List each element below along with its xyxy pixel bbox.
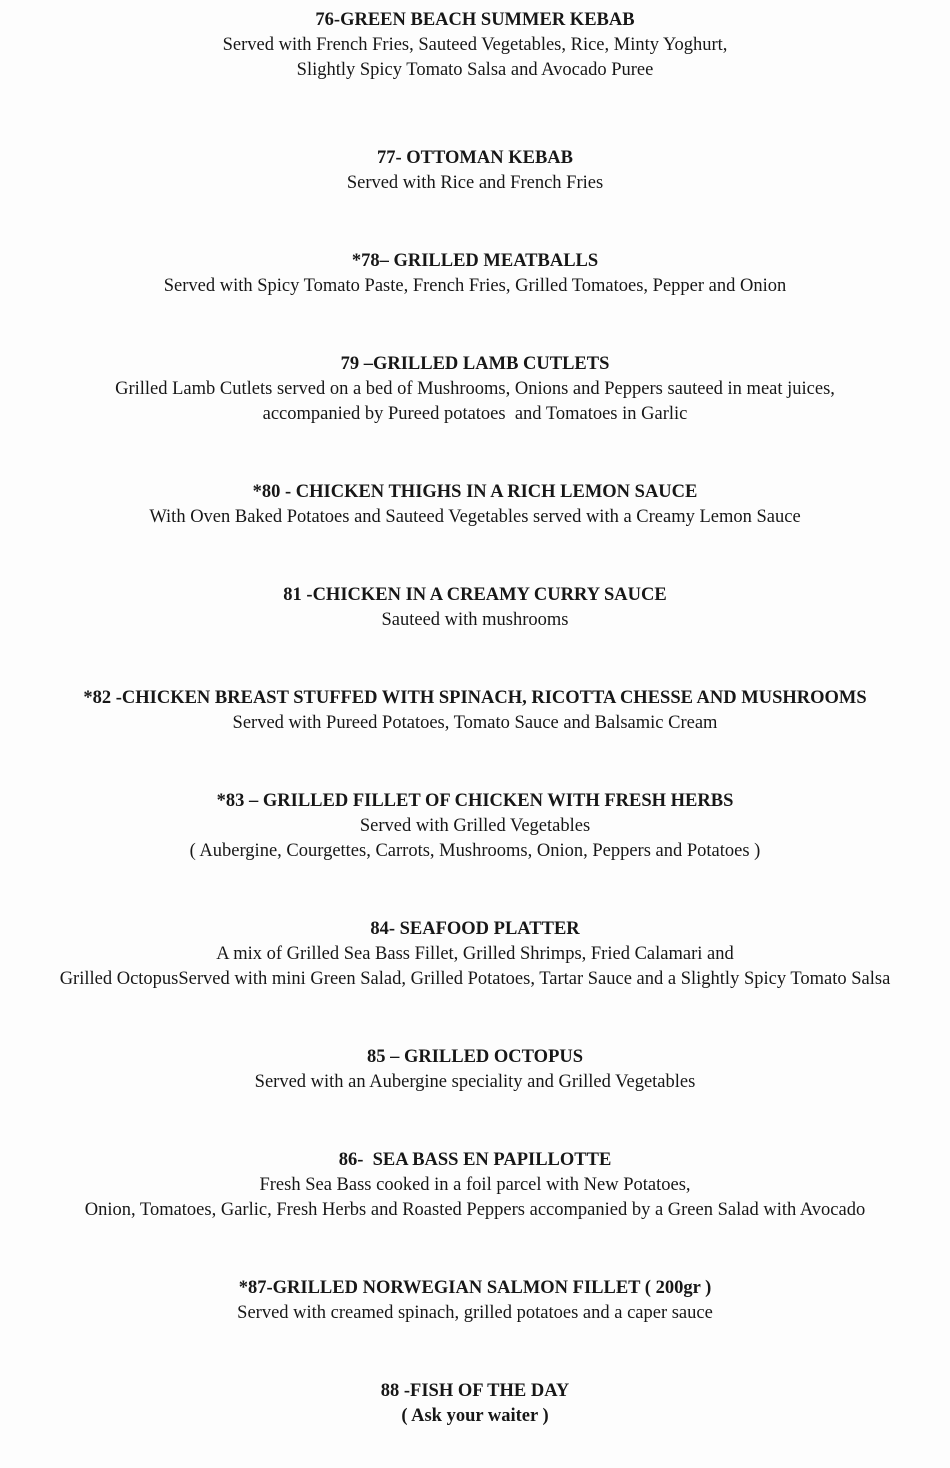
menu-item-desc-line: Served with Spicy Tomato Paste, French Fries, Grilled Tomatoes, Pepper and Onion <box>163 276 787 296</box>
menu-item-title: *83 – GRILLED FILLET OF CHICKEN WITH FRESH HERBS <box>216 791 734 811</box>
menu-section <box>5 146 945 196</box>
menu-section <box>5 480 945 530</box>
menu-item-desc-line: Grilled OctopusServed with mini Green Salad, Grilled Potatoes, Tartar Sauce and a Slightly Spicy Tomato Salsa <box>59 969 891 989</box>
menu-item-title: 88 -FISH OF THE DAY <box>380 1381 570 1401</box>
menu-item-desc-line: Grilled Lamb Cutlets served on a bed of Mushrooms, Onions and Peppers sauteed in meat juices, <box>115 379 835 399</box>
menu-item-title: *82 -CHICKEN BREAST STUFFED WITH SPINACH, RICOTTA CHESSE AND MUSHROOMS <box>83 688 867 708</box>
menu-item-desc-line: With Oven Baked Potatoes and Sauteed Vegetables served with a Creamy Lemon Sauce <box>149 507 801 527</box>
menu-item-desc-line: Served with an Aubergine speciality and Grilled Vegetables <box>254 1072 696 1092</box>
menu-section <box>5 1045 945 1095</box>
menu-item-title: 77- OTTOMAN KEBAB <box>377 148 573 168</box>
menu-item-desc-line: Served with French Fries, Sauteed Vegetables, Rice, Minty Yoghurt, <box>222 35 728 55</box>
menu-item-desc-line: Onion, Tomatoes, Garlic, Fresh Herbs and Roasted Peppers accompanied by a Green Salad with Avocado <box>84 1200 866 1220</box>
menu-item-desc-line: accompanied by Pureed potatoes and Tomatoes in Garlic <box>262 404 688 424</box>
menu-item-title: 76-GREEN BEACH SUMMER KEBAB <box>315 10 635 30</box>
menu-item-desc-line: A mix of Grilled Sea Bass Fillet, Grilled Shrimps, Fried Calamari and <box>216 944 734 964</box>
menu-section <box>5 1379 945 1429</box>
menu-item-title: *78– GRILLED MEATBALLS <box>351 251 599 271</box>
menu-section <box>5 917 945 992</box>
menu-section <box>5 249 945 299</box>
menu-section <box>5 1276 945 1326</box>
menu-section <box>5 8 945 83</box>
menu-item-title: 79 –GRILLED LAMB CUTLETS <box>340 354 610 374</box>
menu-item-desc-line: ( Aubergine, Courgettes, Carrots, Mushrooms, Onion, Peppers and Potatoes ) <box>189 841 761 861</box>
menu-item-desc-line: Slightly Spicy Tomato Salsa and Avocado Puree <box>296 60 654 80</box>
menu-item-desc-line: Served with Grilled Vegetables <box>359 816 591 836</box>
menu-item-title: 84- SEAFOOD PLATTER <box>370 919 580 939</box>
menu-section <box>5 1148 945 1223</box>
menu-item-title: *80 - CHICKEN THIGHS IN A RICH LEMON SAUCE <box>252 482 698 502</box>
menu-section <box>5 789 945 864</box>
menu-section <box>5 583 945 633</box>
menu-item-title: 81 -CHICKEN IN A CREAMY CURRY SAUCE <box>283 585 667 605</box>
menu-sections <box>5 8 945 1429</box>
menu-item-desc-line: Served with Rice and French Fries <box>346 173 604 193</box>
menu-item-title: 85 – GRILLED OCTOPUS <box>366 1047 584 1067</box>
menu-item-title: *87-GRILLED NORWEGIAN SALMON FILLET ( 200gr ) <box>238 1278 712 1298</box>
menu-item-desc-line: ( Ask your waiter ) <box>401 1406 549 1426</box>
menu-item-desc-line: Sauteed with mushrooms <box>381 610 569 630</box>
menu-item-title: 86- SEA BASS EN PAPILLOTTE <box>338 1150 612 1170</box>
menu-item-desc-line: Fresh Sea Bass cooked in a foil parcel with New Potatoes, <box>259 1175 691 1195</box>
menu-section <box>5 352 945 427</box>
menu-item-desc-line: Served with Pureed Potatoes, Tomato Sauce and Balsamic Cream <box>232 713 718 733</box>
menu-section <box>5 686 945 736</box>
menu-item-desc-line: Served with creamed spinach, grilled potatoes and a caper sauce <box>237 1303 713 1323</box>
